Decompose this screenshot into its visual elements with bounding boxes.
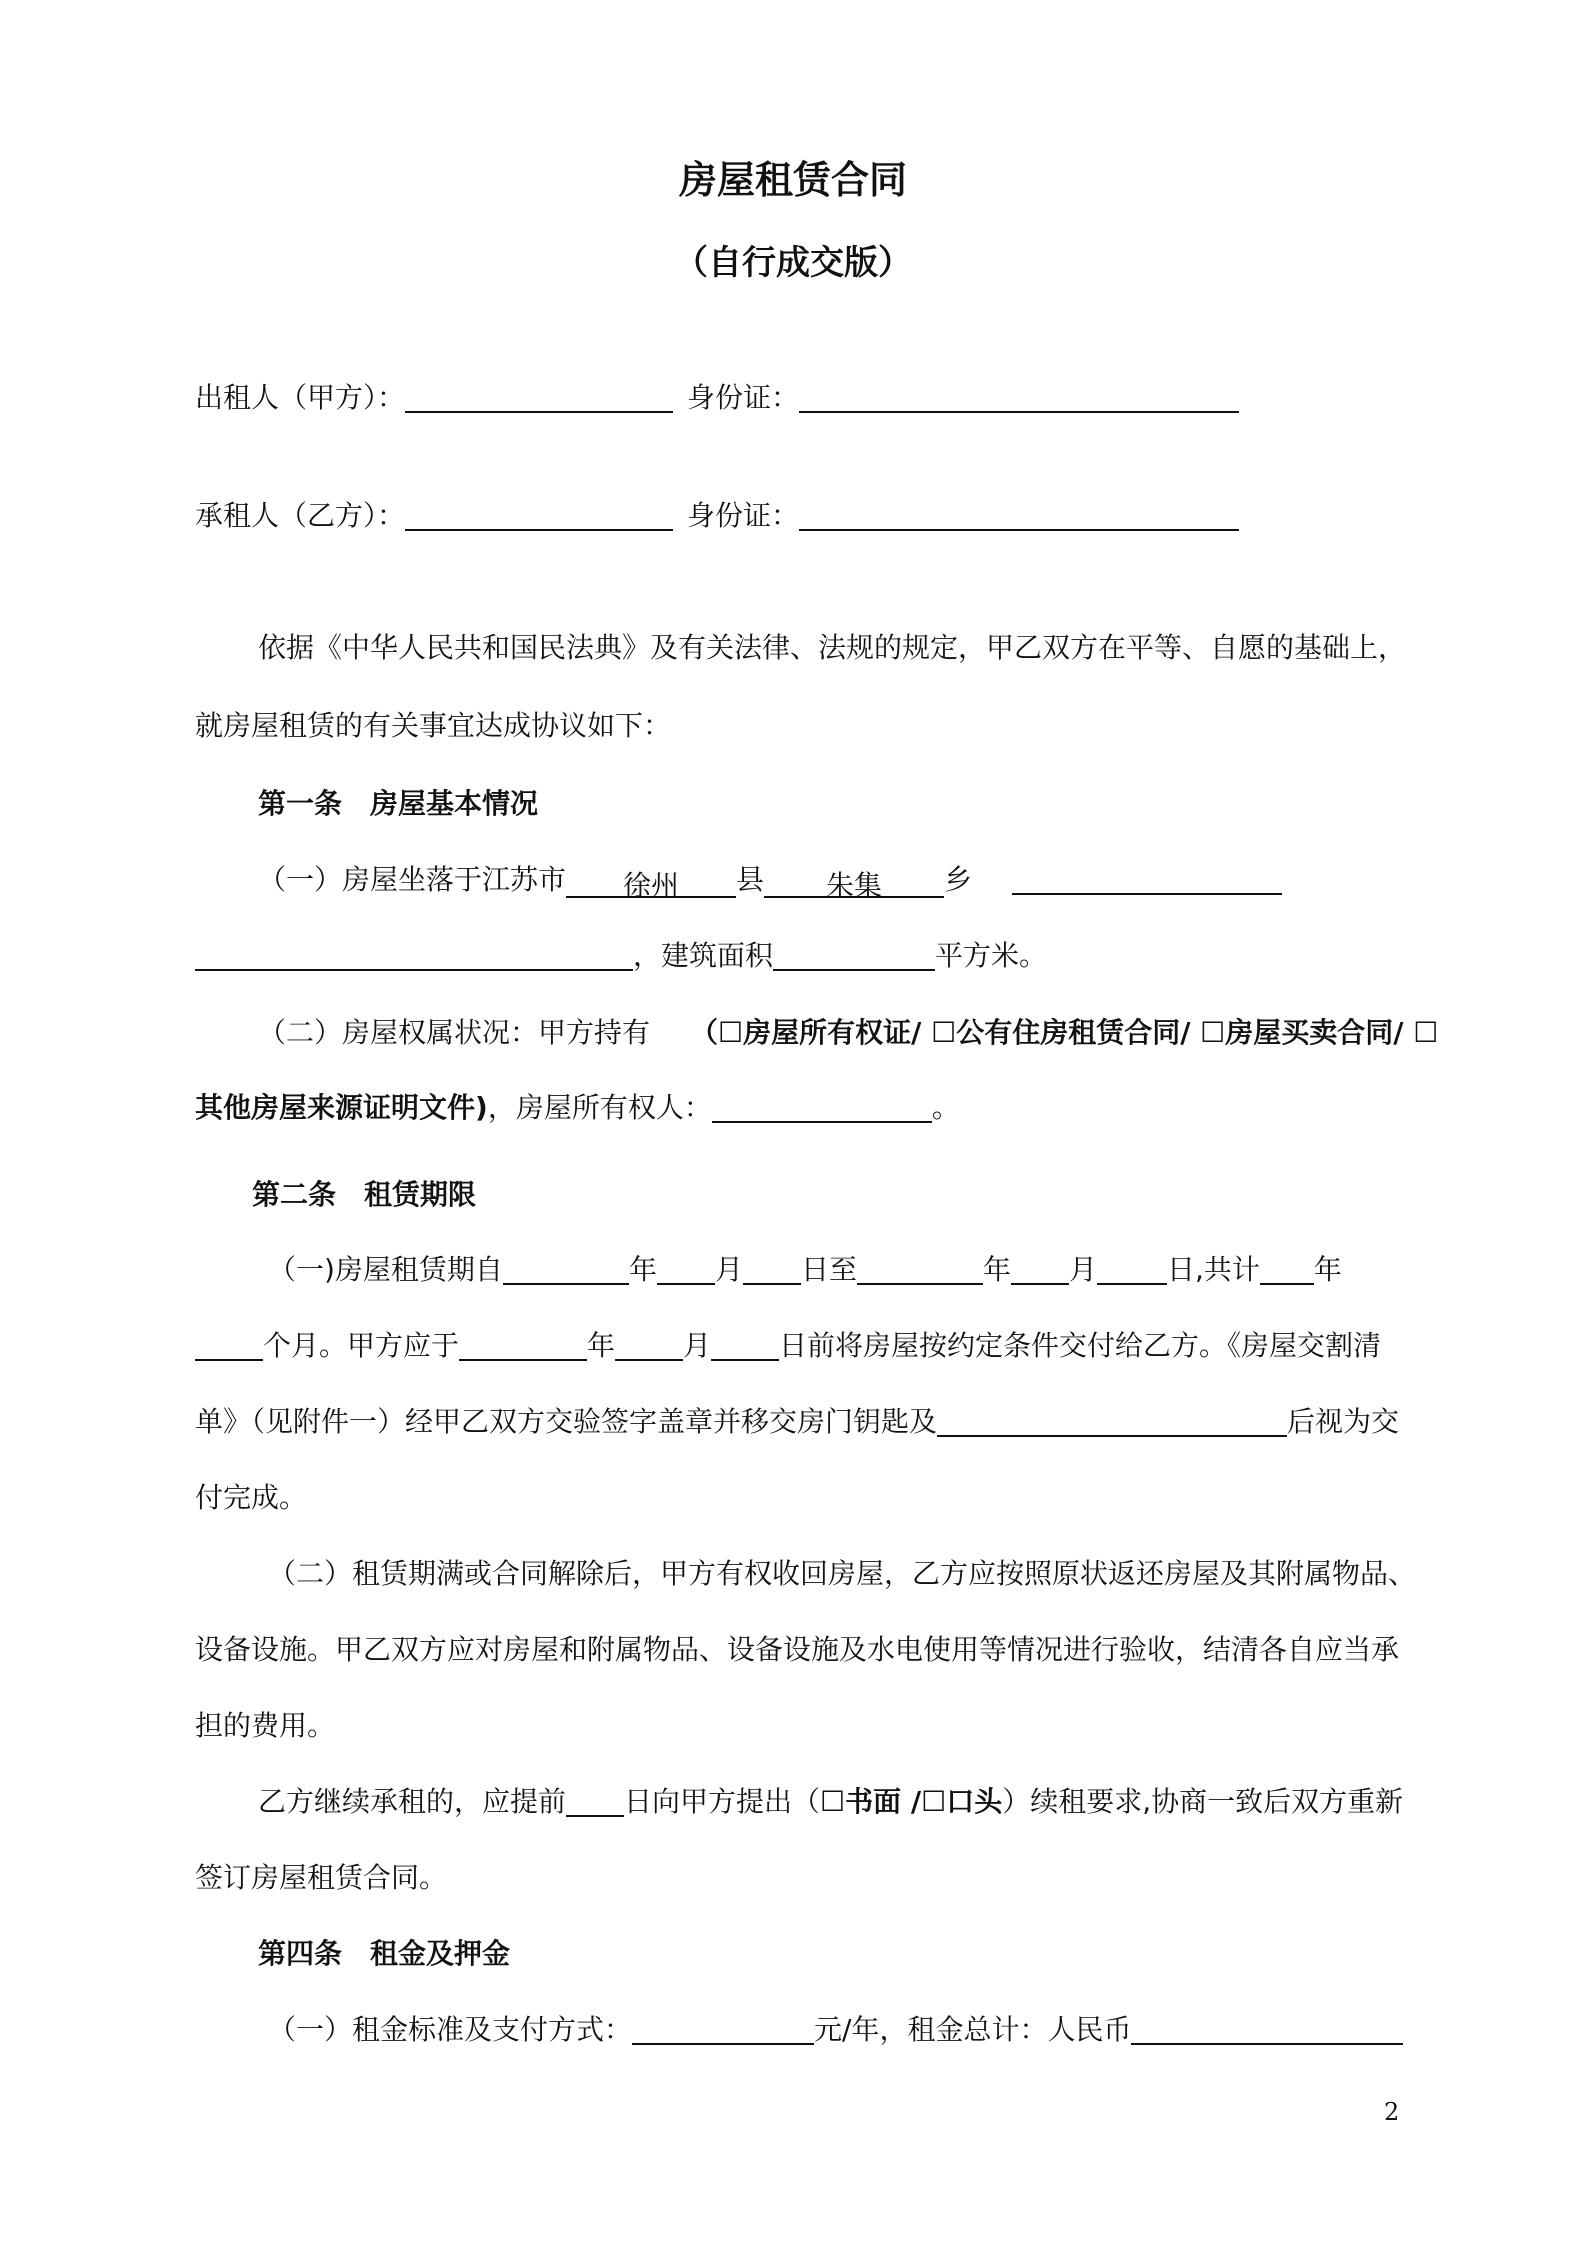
lessee-line xyxy=(195,496,1239,536)
year-label: 年 xyxy=(1313,1253,1342,1286)
expiry-line-3: 担的费用。 xyxy=(195,1709,336,1742)
total-years-blank[interactable] xyxy=(1260,1253,1314,1285)
handover-text: 单》（见附件一）经甲乙双方交验签字盖章并移交房门钥匙及 xyxy=(195,1405,938,1438)
day-total-label: 日,共计 xyxy=(1167,1253,1260,1286)
city-field[interactable]: 徐州 xyxy=(566,866,736,898)
renewal-line-2: 签订房屋租赁合同。 xyxy=(195,1861,448,1894)
ownership-prefix: （二）房屋权属状况：甲方持有 xyxy=(258,1016,651,1049)
intro-line-2: 就房屋租赁的有关事宜达成协议如下： xyxy=(195,709,672,742)
renewal-line-1 xyxy=(258,1782,1403,1822)
page-subtitle: （自行成交版） xyxy=(674,243,912,283)
article2-heading: 第二条 租赁期限 xyxy=(252,1178,477,1211)
address-detail-blank[interactable] xyxy=(1012,863,1282,895)
year-label: 年 xyxy=(982,1253,1011,1286)
rent-line xyxy=(268,2010,1403,2050)
ownership-line-2 xyxy=(195,1088,960,1128)
lessor-id-label: 身份证： xyxy=(687,381,800,414)
renewal-days-blank[interactable] xyxy=(566,1785,624,1817)
township-unit: 乡 xyxy=(944,863,973,896)
expiry-line-1: （二）租赁期满或合同解除后，甲方有权收回房屋，乙方应按照原状返还房屋及其附属物品、 xyxy=(268,1557,1417,1590)
page-title: 房屋租赁合同 xyxy=(678,158,907,202)
owner-label: ，房屋所有权人： xyxy=(487,1091,712,1124)
term-line-3 xyxy=(195,1402,1399,1442)
lessee-label: 承租人（乙方）： xyxy=(195,499,406,532)
lessor-label: 出租人（甲方）： xyxy=(195,381,406,414)
owner-name-blank[interactable] xyxy=(712,1091,932,1123)
delivery-day-blank[interactable] xyxy=(711,1329,779,1361)
lessor-line xyxy=(195,378,1239,418)
ownership-other-option[interactable]: 其他房屋来源证明文件) xyxy=(195,1091,488,1124)
start-month-blank[interactable] xyxy=(657,1253,715,1285)
renewal-options[interactable]: ☐书面 /☐口头 xyxy=(820,1785,1003,1818)
address-continued-blank[interactable] xyxy=(195,939,633,971)
renewal-end: ）续租要求,协商一致后双方重新 xyxy=(1002,1785,1404,1818)
location-prefix: （一）房屋坐落于江苏市 xyxy=(258,863,567,896)
renewal-mid: 日向甲方提出（ xyxy=(624,1785,821,1818)
rent-total-label: 元/年，租金总计：人民币 xyxy=(814,2013,1132,2046)
lessee-id-label: 身份证： xyxy=(687,499,800,532)
month-label: 月 xyxy=(683,1329,712,1362)
end-day-blank[interactable] xyxy=(1097,1253,1167,1285)
area-unit: 平方米。 xyxy=(935,939,1048,972)
ownership-period: 。 xyxy=(931,1091,960,1124)
end-month-blank[interactable] xyxy=(1011,1253,1069,1285)
ownership-options[interactable]: （☐房屋所有权证/ ☐公有住房租赁合同/ ☐房屋买卖合同/ ☐ xyxy=(690,1016,1439,1049)
delivery-text: 日前将房屋按约定条件交付给乙方。《房屋交割清 xyxy=(779,1329,1382,1362)
delivery-month-blank[interactable] xyxy=(615,1329,683,1361)
total-months-blank[interactable] xyxy=(195,1329,263,1361)
term-line-1 xyxy=(268,1250,1342,1290)
lessee-name-blank[interactable] xyxy=(405,499,673,531)
rent-total-blank[interactable] xyxy=(1131,2013,1403,2045)
month-label: 月 xyxy=(714,1253,743,1286)
article1-heading: 第一条 房屋基本情况 xyxy=(258,787,539,820)
page-number: 2 xyxy=(1384,2098,1400,2126)
area-separator: ，建筑面积 xyxy=(633,939,774,972)
year-label: 年 xyxy=(587,1329,616,1362)
end-year-blank[interactable] xyxy=(857,1253,983,1285)
township-field[interactable]: 朱集 xyxy=(764,866,944,898)
day-to-label: 日至 xyxy=(800,1253,857,1286)
term-prefix: （一)房屋租赁期自 xyxy=(268,1253,503,1286)
start-day-blank[interactable] xyxy=(743,1253,801,1285)
location-line xyxy=(258,860,1282,900)
county-unit: 县 xyxy=(736,863,765,896)
building-area-blank[interactable] xyxy=(773,939,935,971)
term-line-2 xyxy=(195,1326,1381,1366)
article4-heading: 第四条 租金及押金 xyxy=(258,1937,511,1970)
start-year-blank[interactable] xyxy=(503,1253,629,1285)
handover-items-blank[interactable] xyxy=(937,1405,1287,1437)
expiry-line-2: 设备设施。甲乙双方应对房屋和附属物品、设备设施及水电使用等情况进行验收，结清各自应当承 xyxy=(195,1633,1400,1666)
rent-prefix: （一）租金标准及支付方式： xyxy=(268,2013,633,2046)
handover-text-end: 后视为交 xyxy=(1287,1405,1400,1438)
term-line-4: 付完成。 xyxy=(195,1481,308,1514)
lessor-id-blank[interactable] xyxy=(799,381,1239,413)
lessee-id-blank[interactable] xyxy=(799,499,1239,531)
area-line xyxy=(195,936,1047,976)
intro-line-1: 依据《中华人民共和国民法典》及有关法律、法规的规定，甲乙双方在平等、自愿的基础上， xyxy=(258,631,1407,664)
ownership-line-1 xyxy=(258,1013,1438,1053)
lessor-name-blank[interactable] xyxy=(405,381,673,413)
month-label: 月 xyxy=(1069,1253,1098,1286)
delivery-year-blank[interactable] xyxy=(459,1329,587,1361)
months-label: 个月。甲方应于 xyxy=(263,1329,460,1362)
annual-rent-blank[interactable] xyxy=(632,2013,814,2045)
renewal-prefix: 乙方继续承租的，应提前 xyxy=(258,1785,567,1818)
year-label: 年 xyxy=(628,1253,657,1286)
